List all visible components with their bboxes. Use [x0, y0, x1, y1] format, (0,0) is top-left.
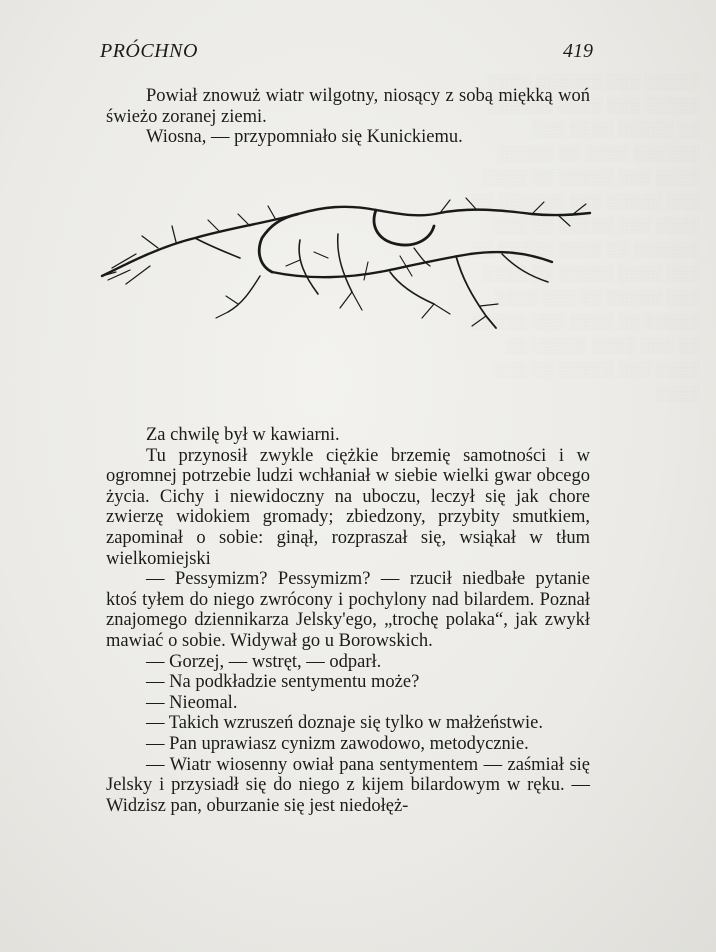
- paragraph: Tu przynosił zwykle ciężkie brzemię samotności i w ogromnej potrzebie ludzi wchłaniał w siebie wielki gwar obcego życia. Cichy i niewidoczny na uboczu, leczył się jak chore zwierzę widokiem gromady; zbiedzony, przybity smutkiem, zapominał o sobie: ginął, rozpraszał się, wsiąkał w tłum wielkomiejski: [106, 445, 590, 569]
- paragraph: — Wiatr wiosenny owiał pana sentymentem — zaśmiał się Jelsky i przysiadł się do niego z kijem bilardowym w ręku. — Widzisz pan, oburzanie się jest niedołęż-: [106, 754, 590, 816]
- paragraph: — Pessymizm? Pessymizm? — rzucił niedbałe pytanie ktoś tyłem do niego zwrócony i pochylony nad bilardem. Poznał znajomego dziennikarza Jelsky'ego, „trochę polaka“, jak zwykł mawiać o sobie. Widywał go u Borowskich.: [106, 569, 590, 651]
- paragraph: Za chwilę był w kawiarni.: [146, 425, 340, 445]
- page-number: 419: [563, 40, 593, 62]
- paragraph: — Pan uprawiasz cynizm zawodowo, metodycznie.: [146, 733, 529, 754]
- text-block-upper: [106, 86, 590, 148]
- tree-roots-illustration-icon: [100, 196, 594, 336]
- paragraph: — Takich wzruszeń doznaje się tylko w małżeństwie.: [146, 713, 544, 734]
- paragraph: Wiosna, — przypomniało się Kunickiemu.: [146, 127, 463, 148]
- running-header-title: PRÓCHNO: [100, 40, 198, 62]
- paragraph: — Na podkładzie sentymentu może?: [146, 672, 420, 693]
- paragraph: — Gorzej, — wstręt, — odparł.: [146, 651, 382, 672]
- paragraph: Powiał znowuż wiatr wilgotny, niosący z sobą miękką woń świeżo zoranej ziemi.: [106, 86, 590, 127]
- paragraph: — Nieomal.: [146, 692, 238, 713]
- text-block-lower: [106, 425, 590, 816]
- bleed-through-texture: ░░░░░ ░░░ ░░░░░░ ░░░░ ░░░░░ ░░░ ░░░░ ░░░░░░ ░░ ░░░░░ ░░░░ ░░░ ░░░░░░ ░░░░ ░░ ░░░░░ ░░░░ ░░░ ░░░░░ ░░ ░░░░ ░░░ ░░░░░ ░░░ ░░░░░░ ░░ ░░░░ ░░░ ░░░░░ ░░ ░░░ ░░░░░░ ░░ ░░░░ ░░░░░ ░░ ░░░ ░░░░ ░░░░░ ░░ ░░░░ ░░░ ░░░░░ ░░ ░░░ ░░░░ ░░░░░ ░░ ░░░░ ░░░ ░░░░░ ░░ ░░░ ░░░░ ░░░░░ ░░ ░░░░ ░░░ ░░░░░ ░░ ░░░ ░░░░: [471, 74, 700, 402]
